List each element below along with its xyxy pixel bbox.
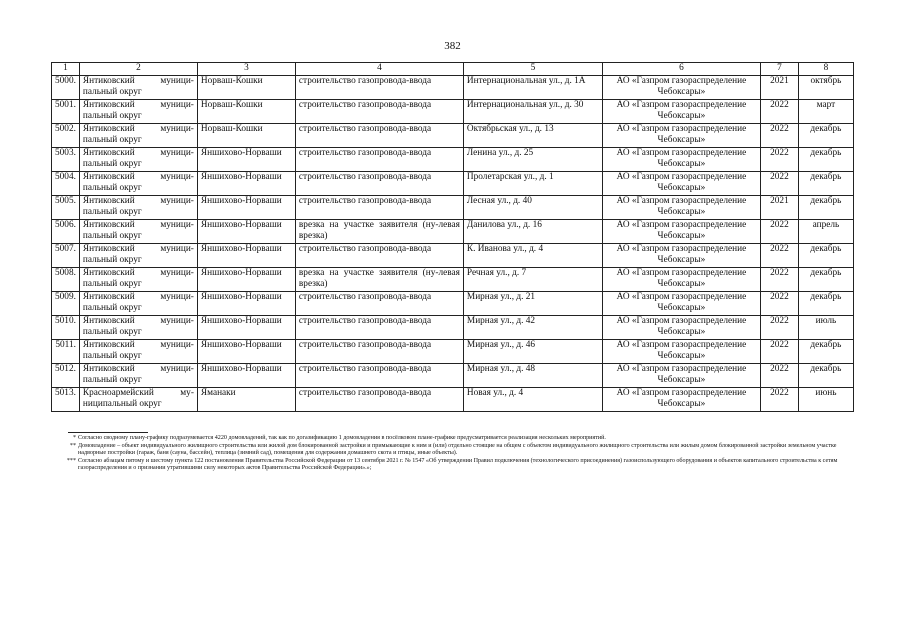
month-cell: декабрь [798, 123, 853, 147]
year-cell: 2022 [760, 291, 798, 315]
work-type-cell: строительство газопровода-ввода [295, 123, 463, 147]
locality-cell: Яманаки [197, 387, 295, 411]
organization-cell: АО «Газпром газораспределение Чебоксары» [602, 99, 760, 123]
district-cell: Янтиковский муници-пальный округ [79, 171, 197, 195]
footnote-mark: ** [69, 442, 76, 449]
year-cell: 2022 [760, 267, 798, 291]
month-cell: декабрь [798, 147, 853, 171]
table-body [52, 75, 854, 411]
month-cell: декабрь [798, 339, 853, 363]
district-cell: Янтиковский муници-пальный округ [79, 243, 197, 267]
month-cell: октябрь [798, 75, 853, 99]
row-number-cell: 5007. [52, 243, 80, 267]
table-row [52, 123, 854, 147]
gasification-registry-table [51, 62, 854, 412]
row-number-cell: 5003. [52, 147, 80, 171]
address-cell: Мирная ул., д. 21 [463, 291, 602, 315]
locality-cell: Яншихово-Норваши [197, 267, 295, 291]
table-row [52, 243, 854, 267]
district-cell: Янтиковский муници-пальный округ [79, 339, 197, 363]
district-cell: Янтиковский муници-пальный округ [79, 267, 197, 291]
month-cell: декабрь [798, 243, 853, 267]
row-number-cell: 5012. [52, 363, 80, 387]
address-cell: Лесная ул., д. 40 [463, 195, 602, 219]
year-cell: 2021 [760, 195, 798, 219]
footnote-text: Согласно абзацам пятому и шестому пункта 122 постановления Правительства Российской Федерации от 13 сентября 2021 г. № 1547 «Об утверждении Правил подключения (технологического присоединения) газоиспользующего оборудования и объектов капитального строительства к сетям газораспределения и о признании утратившими силу некоторых актов Правительства Российской Федерации».»; [78, 457, 838, 472]
organization-cell: АО «Газпром газораспределение Чебоксары» [602, 387, 760, 411]
year-cell: 2022 [760, 219, 798, 243]
year-cell: 2022 [760, 387, 798, 411]
address-cell: Пролетарская ул., д. 1 [463, 171, 602, 195]
address-cell: Мирная ул., д. 46 [463, 339, 602, 363]
organization-cell: АО «Газпром газораспределение Чебоксары» [602, 243, 760, 267]
column-header: 7 [760, 63, 798, 76]
address-cell: Новая ул., д. 4 [463, 387, 602, 411]
district-cell: Янтиковский муници-пальный округ [79, 291, 197, 315]
work-type-cell: строительство газопровода-ввода [295, 243, 463, 267]
table-row [52, 339, 854, 363]
locality-cell: Яншихово-Норваши [197, 315, 295, 339]
month-cell: март [798, 99, 853, 123]
address-cell: Ленина ул., д. 25 [463, 147, 602, 171]
table-row [52, 363, 854, 387]
organization-cell: АО «Газпром газораспределение Чебоксары» [602, 147, 760, 171]
column-header: 3 [197, 63, 295, 76]
page-number: 382 [444, 40, 461, 52]
footnote-text: Согласно сводному плану-графику подразумевается 4220 домовладений, так как по догазификацию 1 домовладения в посёлковом плане-графике предусматривается реализация нескольких мероприятий. [78, 435, 606, 441]
work-type-cell: строительство газопровода-ввода [295, 363, 463, 387]
row-number-cell: 5001. [52, 99, 80, 123]
table-row [52, 219, 854, 243]
work-type-cell: строительство газопровода-ввода [295, 387, 463, 411]
locality-cell: Яншихово-Норваши [197, 339, 295, 363]
address-cell: К. Иванова ул., д. 4 [463, 243, 602, 267]
month-cell: июнь [798, 387, 853, 411]
month-cell: июль [798, 315, 853, 339]
district-cell: Янтиковский муници-пальный округ [79, 75, 197, 99]
organization-cell: АО «Газпром газораспределение Чебоксары» [602, 75, 760, 99]
month-cell: декабрь [798, 195, 853, 219]
footnote [58, 458, 848, 473]
table-row [52, 171, 854, 195]
work-type-cell: строительство газопровода-ввода [295, 339, 463, 363]
table-row [52, 147, 854, 171]
work-type-cell: строительство газопровода-ввода [295, 75, 463, 99]
row-number-cell: 5005. [52, 195, 80, 219]
year-cell: 2022 [760, 123, 798, 147]
year-cell: 2022 [760, 339, 798, 363]
footnote-mark: *** [66, 457, 76, 464]
locality-cell: Норваш-Кошки [197, 123, 295, 147]
column-header: 1 [52, 63, 80, 76]
table-row [52, 315, 854, 339]
work-type-cell: строительство газопровода-ввода [295, 171, 463, 195]
organization-cell: АО «Газпром газораспределение Чебоксары» [602, 195, 760, 219]
column-header: 5 [463, 63, 602, 76]
district-cell: Янтиковский муници-пальный округ [79, 315, 197, 339]
footnote-mark: * [72, 435, 76, 441]
row-number-cell: 5008. [52, 267, 80, 291]
district-cell: Янтиковский муници-пальный округ [79, 195, 197, 219]
district-cell: Янтиковский муници-пальный округ [79, 123, 197, 147]
column-header: 6 [602, 63, 760, 76]
locality-cell: Яншихово-Норваши [197, 147, 295, 171]
organization-cell: АО «Газпром газораспределение Чебоксары» [602, 339, 760, 363]
footnote-separator [68, 432, 148, 433]
organization-cell: АО «Газпром газораспределение Чебоксары» [602, 171, 760, 195]
footnote [58, 435, 848, 443]
table-row [52, 267, 854, 291]
organization-cell: АО «Газпром газораспределение Чебоксары» [602, 267, 760, 291]
table-header-row [52, 63, 854, 76]
row-number-cell: 5006. [52, 219, 80, 243]
table-row [52, 195, 854, 219]
row-number-cell: 5011. [52, 339, 80, 363]
district-cell: Янтиковский муници-пальный округ [79, 219, 197, 243]
address-cell: Речная ул., д. 7 [463, 267, 602, 291]
row-number-cell: 5010. [52, 315, 80, 339]
work-type-cell: врезка на участке заявителя (ну-левая врезка) [295, 219, 463, 243]
work-type-cell: строительство газопровода-ввода [295, 147, 463, 171]
district-cell: Красноармейский му-ниципальный округ [79, 387, 197, 411]
locality-cell: Яншихово-Норваши [197, 243, 295, 267]
address-cell: Мирная ул., д. 48 [463, 363, 602, 387]
row-number-cell: 5004. [52, 171, 80, 195]
work-type-cell: строительство газопровода-ввода [295, 99, 463, 123]
row-number-cell: 5013. [52, 387, 80, 411]
work-type-cell: строительство газопровода-ввода [295, 195, 463, 219]
year-cell: 2022 [760, 171, 798, 195]
table-row [52, 291, 854, 315]
month-cell: декабрь [798, 267, 853, 291]
organization-cell: АО «Газпром газораспределение Чебоксары» [602, 363, 760, 387]
district-cell: Янтиковский муници-пальный округ [79, 363, 197, 387]
year-cell: 2021 [760, 75, 798, 99]
address-cell: Мирная ул., д. 42 [463, 315, 602, 339]
work-type-cell: строительство газопровода-ввода [295, 315, 463, 339]
year-cell: 2022 [760, 315, 798, 339]
table-row [52, 75, 854, 99]
column-header: 4 [295, 63, 463, 76]
locality-cell: Яншихово-Норваши [197, 291, 295, 315]
address-cell: Данилова ул., д. 16 [463, 219, 602, 243]
year-cell: 2022 [760, 243, 798, 267]
locality-cell: Яншихово-Норваши [197, 171, 295, 195]
year-cell: 2022 [760, 363, 798, 387]
column-header: 2 [79, 63, 197, 76]
organization-cell: АО «Газпром газораспределение Чебоксары» [602, 123, 760, 147]
address-cell: Интернациональная ул., д. 1А [463, 75, 602, 99]
work-type-cell: врезка на участке заявителя (ну-левая врезка) [295, 267, 463, 291]
column-header: 8 [798, 63, 853, 76]
row-number-cell: 5000. [52, 75, 80, 99]
month-cell: декабрь [798, 171, 853, 195]
month-cell: декабрь [798, 291, 853, 315]
address-cell: Интернациональная ул., д. 30 [463, 99, 602, 123]
locality-cell: Яншихово-Норваши [197, 219, 295, 243]
district-cell: Янтиковский муници-пальный округ [79, 147, 197, 171]
work-type-cell: строительство газопровода-ввода [295, 291, 463, 315]
table-row [52, 99, 854, 123]
district-cell: Янтиковский муници-пальный округ [79, 99, 197, 123]
organization-cell: АО «Газпром газораспределение Чебоксары» [602, 219, 760, 243]
locality-cell: Яншихово-Норваши [197, 363, 295, 387]
organization-cell: АО «Газпром газораспределение Чебоксары» [602, 315, 760, 339]
organization-cell: АО «Газпром газораспределение Чебоксары» [602, 291, 760, 315]
locality-cell: Норваш-Кошки [197, 75, 295, 99]
footnotes [58, 432, 848, 473]
row-number-cell: 5009. [52, 291, 80, 315]
footnote [58, 443, 848, 458]
footnote-text: Домовладение – объект индивидуального жилищного строительства или жилой дом блокированной застройки и примыкающие к ним и (или) отдельно стоящие на общем с объектом индивидуального жилищного строительства или жилым домом блокированной застройки земельном участке надворные постройки (гараж, баня (сауна, бассейн), теплица (зимний сад), помещения для содержания домашнего скота и птицы, иные объекты). [78, 442, 837, 457]
locality-cell: Норваш-Кошки [197, 99, 295, 123]
year-cell: 2022 [760, 99, 798, 123]
address-cell: Октябрьская ул., д. 13 [463, 123, 602, 147]
locality-cell: Яншихово-Норваши [197, 195, 295, 219]
month-cell: декабрь [798, 363, 853, 387]
month-cell: апрель [798, 219, 853, 243]
year-cell: 2022 [760, 147, 798, 171]
row-number-cell: 5002. [52, 123, 80, 147]
table-row [52, 387, 854, 411]
